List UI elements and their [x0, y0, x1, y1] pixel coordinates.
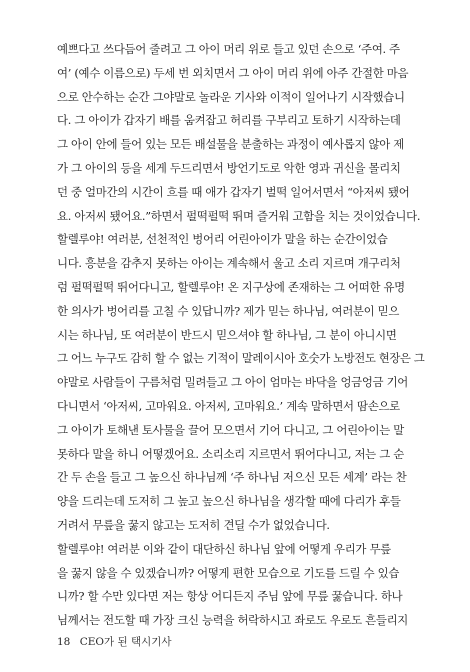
- text-line: 으로 안수하는 순간 그야말로 놀라운 기사와 이적이 일어나기 시작했습니: [57, 89, 405, 104]
- text-line: 양을 드리는데 도저히 그 높고 높으신 하나님을 생각할 때에 다리가 후들: [57, 494, 401, 509]
- text-line: 할렐루야! 여러분 이와 같이 대단하신 하나님 앞에 어떻게 우리가 무릎: [57, 541, 391, 556]
- page-number: 18: [57, 636, 71, 648]
- text-line: 그 어느 누구도 감히 할 수 없는 기적이 말레이시아 호숫가 노방전도 현장은 그: [57, 351, 425, 366]
- text-line: 간 두 손을 들고 그 높으신 하나님께 ‘주 하나님 저으신 모든 세계’ 라는 찬: [57, 470, 407, 485]
- text-line: 시는 하나님, 또 여러분이 반드시 믿으셔야 할 하나님, 그 분이 아니시면: [57, 327, 397, 342]
- body-text: [57, 38, 427, 633]
- text-line: 을 꿇지 않을 수 있겠습니까? 어떻게 편한 모습으로 기도를 드릴 수 있습: [57, 565, 400, 580]
- text-line: 할렐루야! 여러분, 선천적인 벙어리 어린아이가 말을 하는 순간이었습: [57, 232, 388, 247]
- text-line: 던 중 얼마간의 시간이 흐를 때 애가 갑자기 벌떡 일어서면서 “아저씨 됐어: [57, 184, 410, 199]
- text-line: 한 의사가 벙어리를 고칠 수 있답니까? 제가 믿는 하나님, 여러분이 믿으: [57, 303, 400, 318]
- text-line: 다. 그 아이가 갑자기 배를 움켜잡고 허리를 구부리고 토하기 시작하는데: [57, 113, 401, 128]
- text-line: 못하다 말을 하니 어떻겠어요. 소리소리 지르면서 뛰어다니고, 저는 그 순: [57, 446, 404, 461]
- text-line: 니까? 할 수만 있다면 저는 항상 어디든지 주님 앞에 무릎 꿇습니다. 하나: [57, 589, 403, 604]
- text-line: 럼 펄떡펄떡 뛰어다니고, 할렐루야! 온 지구상에 존재하는 그 어떠한 유명: [57, 279, 405, 294]
- text-line: 거려서 무릎을 꿇지 않고는 도저히 견딜 수가 없었습니다.: [57, 517, 330, 532]
- text-line: 야말로 사람들이 구름처럼 밀려들고 그 아이 엄마는 바닥을 엉금엉금 기어: [57, 375, 408, 390]
- text-line: 여’ (예수 이름으로) 두세 번 외치면서 그 아이 머리 위에 아주 간절한 마음: [57, 65, 409, 80]
- text-line: 님께서는 전도할 때 가장 크신 능력을 허락하시고 좌로도 우로도 흔들리지: [57, 613, 408, 628]
- text-line: 그 아이 안에 들어 있는 모든 배설물을 분출하는 과정이 예사롭지 않아 제: [57, 137, 404, 152]
- page-footer: [57, 634, 172, 649]
- text-line: 가 그 아이의 등을 세게 두드리면서 방언기도로 악한 영과 귀신을 몰리치: [57, 160, 401, 175]
- text-line: 요. 아저씨 됐어요.”하면서 펄떡펄떡 뛰며 즐거워 고함을 치는 것이었습니다.: [57, 208, 421, 223]
- text-line: 예쁘다고 쓰다듬어 줄려고 그 아이 머리 위로 들고 있던 손으로 ‘주여. 주: [57, 42, 400, 56]
- text-line: 그 아이가 토해낸 토사물을 끌어 모으면서 기어 다니고, 그 어린아이는 말: [57, 422, 404, 437]
- running-title: CEO가 된 택시기사: [79, 636, 172, 648]
- text-line: 다니면서 ‘아저씨, 고마워요. 아저씨, 고마워요.’ 계속 말하면서 땀손으로: [57, 398, 400, 413]
- text-line: 니다. 흥분을 감추지 못하는 아이는 계속해서 울고 소리 지르며 개구리처: [57, 256, 401, 271]
